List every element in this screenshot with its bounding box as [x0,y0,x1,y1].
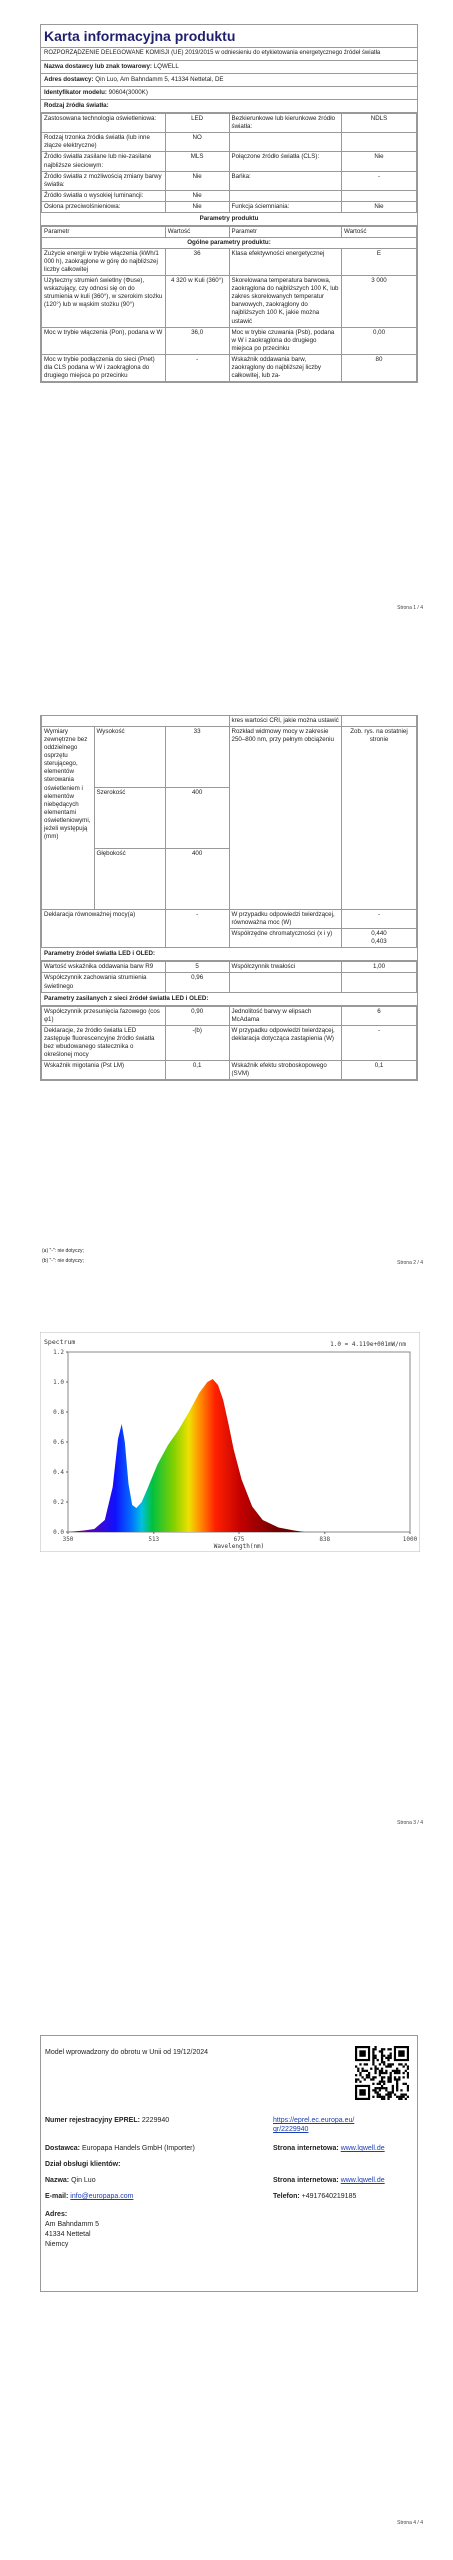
params-col-headers: Parametr Wartość Parametr Wartość [42,226,417,237]
x-tick-label: 675 [233,1536,245,1543]
param-cell: Moc w trybie włączenia (Pon), podana w W [42,327,166,354]
value-cell [342,133,417,152]
table-row [42,201,417,212]
param-cell: Klasa efektywności energetycznej [229,249,342,276]
value-cell: - [342,1025,417,1060]
param-cell: Współczynnik zachowania strumienia świetlnego [42,973,166,992]
page-title: Karta informacyjna produktu [41,25,417,48]
y-tick-label: 0.0 [53,1529,64,1536]
value-cell: Nie [342,201,417,212]
contact-frame [40,2035,418,2292]
table-row [42,249,417,276]
table-row [42,1061,417,1080]
param-cell [229,973,342,992]
param-cell: Deklaracje, że źródło światła LED zastępuje fluorescencyjne źródło światła bez wbudowanego statecznika o określonej mocy [42,1025,166,1060]
service-header: Dział obsługi klientów: [45,2161,121,2168]
value-cell: 5 [165,962,229,973]
param-cell: Współczynnik przesunięcia fazowego (cos φ1) [42,1006,166,1025]
dims-table: kres wartości CRI, jakie można ustawić Wymiary zewnętrzne bez oddzielnego osprzętu sterującego, elementów sterowania oświetleniem i elementów niebędących elementami oświetleniowymi, jeżeli występują (mm) Wysokość 33 Rozkład widmowy mocy w zakresie 250–800 nm, przy pełnym obciążeniu Zob. rys. na ostatniej stronie Szerokość 400 Głębokość 400 Deklaracja równoważnej mocy(a) - W przypadku odpowiedzi twierdzącej, równoważna moc (W) - Współrzędne chromatyczności (x i y) 0,440 0,403 [41,716,417,948]
web-link[interactable]: www.lqwell.de [340,2145,385,2152]
page-1 [0,0,453,620]
y-tick-label: 0.6 [53,1439,64,1446]
qr-code-icon [355,2046,409,2100]
x-tick-label: 1000 [402,1536,418,1543]
y-tick-label: 1.2 [53,1349,64,1356]
model-row: Identyfikator modelu: 90604(3000K) [41,87,417,100]
type-table [41,113,417,213]
table-row [42,133,417,152]
param-cell: Wskaźnik oddawania barw, zaokrąglony do najbliższej liczby całkowitej, lub za- [229,354,342,381]
value-cell: 0,00 [342,327,417,354]
y-tick-label: 1.0 [53,1379,64,1386]
tel-row: Telefon: +4917640219185 [273,2193,357,2200]
value-cell: Nie [165,201,229,212]
web-row: Strona internetowa: www.lqwell.de [273,2145,385,2152]
value-cell: 6 [342,1006,417,1025]
equiv-label: Deklaracja równoważnej mocy(a) [42,910,166,948]
cri-continued: kres wartości CRI, jakie można ustawić [229,716,342,727]
value-cell: MLS [165,152,229,171]
table-row [42,152,417,171]
x-tick-label: 513 [148,1536,160,1543]
page-4 [0,1860,453,2560]
param-cell: Źródło światła zasilane lub nie-zasilane najbliższe sieciowym: [42,152,166,171]
x-tick-label: 838 [319,1536,331,1543]
web2-row: Strona internetowa: www.lqwell.de [273,2177,385,2184]
value-cell: 0,90 [165,1006,229,1025]
table-row [42,1025,417,1060]
table-row [42,1006,417,1025]
param-cell: Jednolitość barwy w elipsach McAdama [229,1006,342,1025]
mains-header: Parametry zasilanych z sieci źródeł światła LED i OLED: [41,993,417,1006]
mains-table [41,1006,417,1081]
y-tick-label: 0.4 [53,1469,64,1476]
value-cell: 3 000 [342,276,417,327]
spread-value: Zob. rys. na ostatniej stronie [342,727,417,910]
value-cell: Nie [165,171,229,190]
value-cell: - [165,354,229,381]
web2-link[interactable]: www.lqwell.de [340,2177,385,2184]
param-cell: Moc w trybie podłączenia do sieci (Pnet) dla CLS podana w W i zaokrąglona do drugiego miejsca po przecinku [42,354,166,381]
email-link[interactable]: info@europapa.com [70,2193,134,2200]
footnote-a: (a) "-": nie dotyczy; [42,1248,84,1254]
param-cell: Funkcja ściemniania: [229,201,342,212]
table-row [42,962,417,973]
param-cell [229,133,342,152]
param-cell: Źródło światła o wysokiej luminancji: [42,190,166,201]
address-row: Adres dostawcy: Qin Luo, Am Bahndamm 5, 41334 Nettetal, DE [41,74,417,87]
value-cell: 36 [165,249,229,276]
x-tick-label: 350 [62,1536,74,1543]
addr-label: Adres: [45,2211,68,2218]
chroma-label: Współrzędne chromatyczności (x i y) [229,929,342,948]
page-number: Strona 2 / 4 [397,1260,423,1266]
params-table [41,226,417,382]
type-header: Rodzaj źródła światła: [41,100,417,113]
param-cell: Skorelowana temperatura barwowa, zaokrąglona do najbliższych 100 K, lub zakres skorelowanych temperatur barwowych, zaokrąglony do najbliższych 100 K, jakie można ustawić [229,276,342,327]
page-3 [0,1300,453,1860]
led-header: Parametry źródeł światła LED i OLED: [41,948,417,961]
market-date: Model wprowadzony do obrotu w Unii od 19/12/2024 [45,2049,209,2056]
value-cell: 36,0 [165,327,229,354]
value-cell: 80 [342,354,417,381]
eprel-row: Numer rejestracyjny EPREL: 2229940 [45,2117,170,2124]
eprel-link[interactable]: https://eprel.ec.europa.eu/qr/2229940 [273,2117,355,2134]
dims-label: Wymiary zewnętrzne bez oddzielnego osprzętu sterującego, elementów sterowania oświetleniem i elementów niebędących elementami oświetleniowymi, jeżeli występują (mm) [42,727,95,910]
param-cell: Bezkierunkowe lub kierunkowe źródło światła: [229,114,342,133]
param-cell: Osłona przeciwolśnieniowa: [42,201,166,212]
addr-line-3: Niemcy [45,2241,69,2248]
value-cell: Nie [165,190,229,201]
param-cell: Współczynnik trwałości [229,962,342,973]
page-2 [0,620,453,1410]
value-cell: 0,96 [165,973,229,992]
y-tick-label: 0.8 [53,1409,64,1416]
param-cell: Połączone źródło światła (CLS): [229,152,342,171]
general-header: Ogólne parametry produktu: [42,237,417,248]
table-row [42,327,417,354]
addr-line-1: Am Bahndamm 5 [45,2221,100,2228]
param-cell: Źródło światła z możliwością zmiany barwy światła: [42,171,166,190]
param-cell [229,190,342,201]
value-cell: E [342,249,417,276]
sheet-frame [40,24,418,383]
addr-line-2: 41334 Nettetal [45,2231,91,2238]
table-row [42,190,417,201]
spread-label: Rozkład widmowy mocy w zakresie 250–800 nm, przy pełnym obciążeniu [229,727,342,910]
param-cell: Moc w trybie czuwania (Psb), podana w W i zaokrąglona do drugiego miejsca po przecinku [229,327,342,354]
page-number: Strona 3 / 4 [397,1820,423,1826]
supplier-row: Nazwa dostawcy lub znak towarowy: LQWELL [41,61,417,74]
table-row [42,171,417,190]
value-cell: 1,00 [342,962,417,973]
value-cell [342,973,417,992]
regulation-text: ROZPORZĄDZENIE DELEGOWANE KOMISJI (UE) 2019/2015 w odniesieniu do etykietowania energetycznego źródeł światła [41,48,417,61]
param-cell: Wskaźnik migotania (Pst LM) [42,1061,166,1080]
value-cell: LED [165,114,229,133]
value-cell [342,190,417,201]
param-cell: W przypadku odpowiedzi twierdzącej, deklaracja dotycząca zastąpienia (W) [229,1025,342,1060]
footnote-b: (b) "-": nie dotyczy; [42,1258,84,1264]
value-cell: -(b) [165,1025,229,1060]
email-row: E-mail: info@europapa.com [45,2193,134,2200]
y-tick-label: 0.2 [53,1499,64,1506]
params-header: Parametry produktu [41,213,417,226]
chart-annotation: 1.0 = 4.119e+001mW/nm [330,1341,406,1348]
table-row [42,114,417,133]
name-row: Nazwa: Qin Luo [45,2177,96,2184]
value-cell: 0,1 [165,1061,229,1080]
value-cell: Nie [342,152,417,171]
page-number: Strona 4 / 4 [397,2520,423,2526]
table-row [42,276,417,327]
value-cell: NO [165,133,229,152]
led-table [41,961,417,992]
param-cell: Rodzaj trzonka źródła światła (lub inne złącze elektryczne) [42,133,166,152]
spectrum-chart [40,1332,420,1552]
equiv-w-label: W przypadku odpowiedzi twierdzącej, równoważna moc (W) [229,910,342,929]
value-cell: 4 320 w Kuli (360°) [165,276,229,327]
sheet-frame [40,715,418,1081]
param-cell: Wartość wskaźnika oddawania barw R9 [42,962,166,973]
y-axis-label: Spectrum [44,1338,76,1346]
x-axis-label: Wavelength(nm) [213,1543,265,1550]
value-cell: 0,1 [342,1061,417,1080]
table-row [42,973,417,992]
param-cell: Zastosowana technologia oświetleniowa: [42,114,166,133]
param-cell: Bańka: [229,171,342,190]
dealer-row: Dostawca: Europapa Handels GmbH (Importer) [45,2145,195,2152]
param-cell: Wskaźnik efektu stroboskopowego (SVM) [229,1061,342,1080]
param-cell: Użyteczny strumień świetlny (Φuse), wskazujący, czy odnosi się on do strumienia w kuli (360°), w szerokim stożku (120°) lub w wąskim stożku (90°) [42,276,166,327]
param-cell: Zużycie energii w trybie włączenia (kWh/1 000 h), zaokrąglone w górę do najbliższej liczby całkowitej [42,249,166,276]
value-cell: NDLS [342,114,417,133]
value-cell: - [342,171,417,190]
table-row [42,354,417,381]
page-number: Strona 1 / 4 [397,605,423,611]
